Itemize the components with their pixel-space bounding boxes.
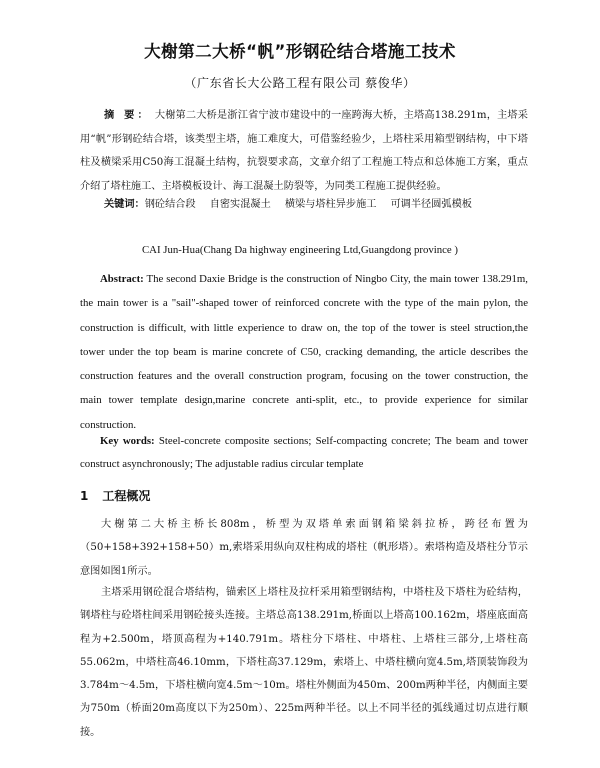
chinese-abstract-text: 大榭第二大桥是浙江省宁波市建设中的一座跨海大桥，主塔高138.291m，主塔采用“帆”形钢砼结合塔，该类型主塔，施工难度大，可借鉴经验少，上塔柱采用箱型钢结构，中下塔柱及横梁采用C50海工混凝土结构，抗裂要求高，文章介绍了工程施工特点和总体施工方案，重点介绍了塔柱施工、主塔模板设计、海工混凝土防裂等，为同类工程施工提供经验。 — [80, 110, 528, 192]
keyword: 横梁与塔柱异步施工 — [284, 199, 377, 210]
english-abstract-label: Abstract: — [100, 273, 144, 285]
author-chinese: （广东省长大公路工程有限公司 蔡俊华） — [184, 76, 416, 90]
paper-title: 大榭第二大桥“帆”形钢砼结合塔施工技术 — [144, 42, 456, 61]
keyword: 自密实混凝土 — [209, 199, 271, 210]
english-keywords-label: Key words: — [100, 435, 155, 447]
chinese-keywords-label: 关键词： — [104, 199, 145, 210]
chinese-abstract — [80, 104, 528, 198]
section-number: 1 — [80, 489, 89, 503]
english-keywords — [80, 430, 528, 476]
chinese-abstract-label: 摘 要： — [104, 110, 151, 121]
english-abstract-text: The second Daxie Bridge is the construction of Ningbo City, the main tower 138.291m, the main tower is a "sail"-shaped tower of reinforced concrete with the type of the main pylon, the construction is difficult, with little experience to draw on, the top of the tower is steel struction,the tower under the top beam is marine concrete of C50, cracking demanding, the article describes the construction features and the overall construction program, focusing on the tower construction, the main tower template design,marine concrete anti-split, etc., to provide experience for similar construction. — [80, 273, 528, 431]
keyword: 钢砼结合段 — [144, 199, 196, 210]
body-paragraph — [80, 581, 528, 744]
english-abstract — [80, 267, 528, 437]
keyword: 可调半径圆弧模板 — [390, 199, 472, 210]
body-paragraph — [80, 513, 528, 583]
chinese-keywords — [80, 196, 528, 214]
author-english: CAI Jun-Hua(Chang Da highway engineering Ltd,Guangdong province ) — [141, 244, 459, 256]
english-keywords-text: Steel-concrete composite sections; Self-compacting concrete; The beam and tower construct asynchronously; The adjustable radius circular template — [80, 435, 529, 470]
section-title: 工程概况 — [102, 489, 151, 503]
paragraph-text: 主塔采用钢砼混合塔结构，锚索区上塔柱及拉杆采用箱型钢结构，中塔柱及下塔柱为砼结构，钢塔柱与砼塔柱间采用钢砼接头连接。主塔总高138.291m,桥面以上塔高100.162m，塔座底面高程为+2.500m，塔顶高程为+140.791m。塔柱分下塔柱、中塔柱、上塔柱三部分,上塔柱高55.062m，中塔柱高46.10mm，下塔柱高37.129m，索塔上、中塔柱横向宽4.5m,塔顶装饰段为3.784m～4.5m，下塔柱横向宽4.5m～10m。塔柱外侧面为450m、200m两种半径，内侧面主要为750m（桥面20m高度以下为250m）、225m两种半径。以上不同半径的弧线通过切点进行顺接。 — [80, 587, 528, 738]
section-heading — [80, 487, 150, 504]
paragraph-text: 大榭第二大桥主桥长808m，桥型为双塔单索面钢箱梁斜拉桥，跨径布置为（50+158+392+158+50）m,索塔采用纵向双柱构成的塔柱（帆形塔）。索塔构造及塔柱分节示意图如图1所示。 — [80, 519, 528, 577]
